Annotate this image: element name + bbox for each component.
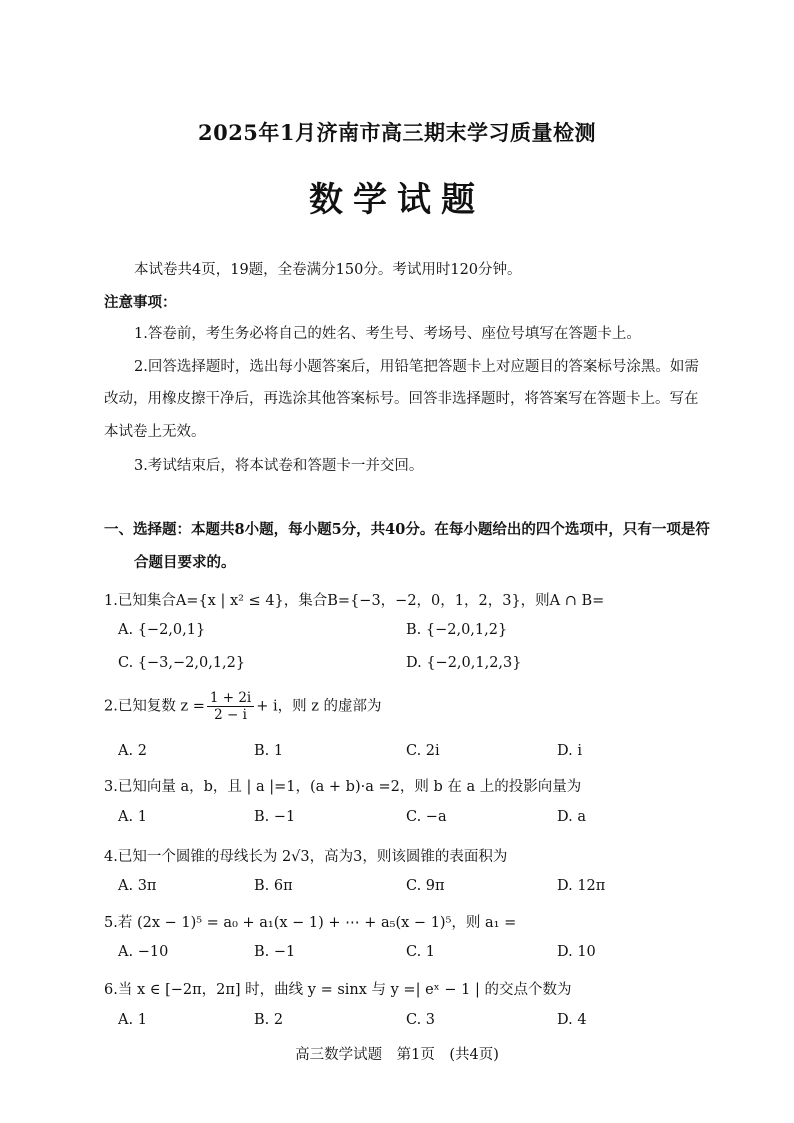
question-3-stem: 3.已知向量 a，b，且 | a |=1，(a + b)·a =2，则 b 在 a 上的投影向量为 <box>104 779 582 795</box>
question-2-stem-suffix: + i，则 z 的虚部为 <box>256 698 382 715</box>
exam-intro: 本试卷共4页，19题，全卷满分150分。考试用时120分钟。 <box>134 262 522 278</box>
question-4-option-a: A. 3π <box>118 878 157 894</box>
question-3-option-b: B. −1 <box>254 809 296 825</box>
question-3-option-a: A. 1 <box>118 809 147 825</box>
question-1-option-a: A. {−2,0,1} <box>118 622 206 638</box>
question-3-option-c: C. −a <box>406 809 447 825</box>
page-footer: 高三数学试题 第1页 (共4页) <box>295 1047 499 1063</box>
notes-item-1: 1.答卷前，考生务必将自己的姓名、考生号、考场号、座位号填写在答题卡上。 <box>134 326 641 342</box>
question-6-stem: 6.当 x ∈ [−2π，2π] 时，曲线 y = sinx 与 y =| eˣ − 1 | 的交点个数为 <box>104 982 572 998</box>
question-2-fraction-numerator: 1 + 2i <box>207 690 254 707</box>
question-2-option-a: A. 2 <box>118 743 147 759</box>
question-2-fraction <box>207 690 254 723</box>
notes-item-2-line-3: 本试卷上无效。 <box>104 424 206 440</box>
question-5-option-b: B. −1 <box>254 944 296 960</box>
notes-item-2-line-1: 2.回答选择题时，选出每小题答案后，用铅笔把答题卡上对应题目的答案标号涂黑。如需 <box>134 359 699 375</box>
question-4-option-d: D. 12π <box>557 878 606 894</box>
notes-item-3: 3.考试结束后，将本试卷和答题卡一并交回。 <box>134 458 424 474</box>
exam-subtitle: 数学试题 <box>309 180 485 220</box>
question-5-option-a: A. −10 <box>118 944 169 960</box>
question-6-option-c: C. 3 <box>406 1012 436 1028</box>
question-6-option-a: A. 1 <box>118 1012 147 1028</box>
question-2-option-b: B. 1 <box>254 743 284 759</box>
question-5-stem: 5.若 (2x − 1)⁵ = a₀ + a₁(x − 1) + ⋯ + a₅(x − 1)⁵，则 a₁ = <box>104 915 517 931</box>
notes-item-2-line-2: 改动，用橡皮擦干净后，再选涂其他答案标号。回答非选择题时，将答案写在答题卡上。写在 <box>104 391 699 407</box>
question-2-stem <box>104 690 382 723</box>
question-2-stem-prefix: 2.已知复数 z = <box>104 698 205 715</box>
question-2-option-d: D. i <box>557 743 582 759</box>
question-3-option-d: D. a <box>557 809 586 825</box>
section-heading-line-2: 合题目要求的。 <box>134 554 236 571</box>
question-6-option-d: D. 4 <box>557 1012 587 1028</box>
question-1-stem: 1.已知集合A={x | x² ≤ 4}，集合B={−3，−2，0，1，2，3}，则A ∩ B= <box>104 593 605 609</box>
question-1-option-d: D. {−2,0,1,2,3} <box>406 655 522 671</box>
question-5-option-c: C. 1 <box>406 944 436 960</box>
exam-title: 2025年1月济南市高三期末学习质量检测 <box>197 120 597 145</box>
question-1-option-c: C. {−3,−2,0,1,2} <box>118 655 246 671</box>
question-2-fraction-denominator: 2 − i <box>214 707 247 723</box>
question-6-option-b: B. 2 <box>254 1012 284 1028</box>
notes-heading: 注意事项： <box>104 294 177 311</box>
question-4-option-c: C. 9π <box>406 878 445 894</box>
section-heading-line-1: 一、选择题：本题共8小题，每小题5分，共40分。在每小题给出的四个选项中，只有一项是符 <box>104 521 710 538</box>
question-2-option-c: C. 2i <box>406 743 440 759</box>
question-1-option-b: B. {−2,0,1,2} <box>406 622 508 638</box>
question-4-stem: 4.已知一个圆锥的母线长为 2√3，高为3，则该圆锥的表面积为 <box>104 849 508 865</box>
question-4-option-b: B. 6π <box>254 878 293 894</box>
question-5-option-d: D. 10 <box>557 944 596 960</box>
